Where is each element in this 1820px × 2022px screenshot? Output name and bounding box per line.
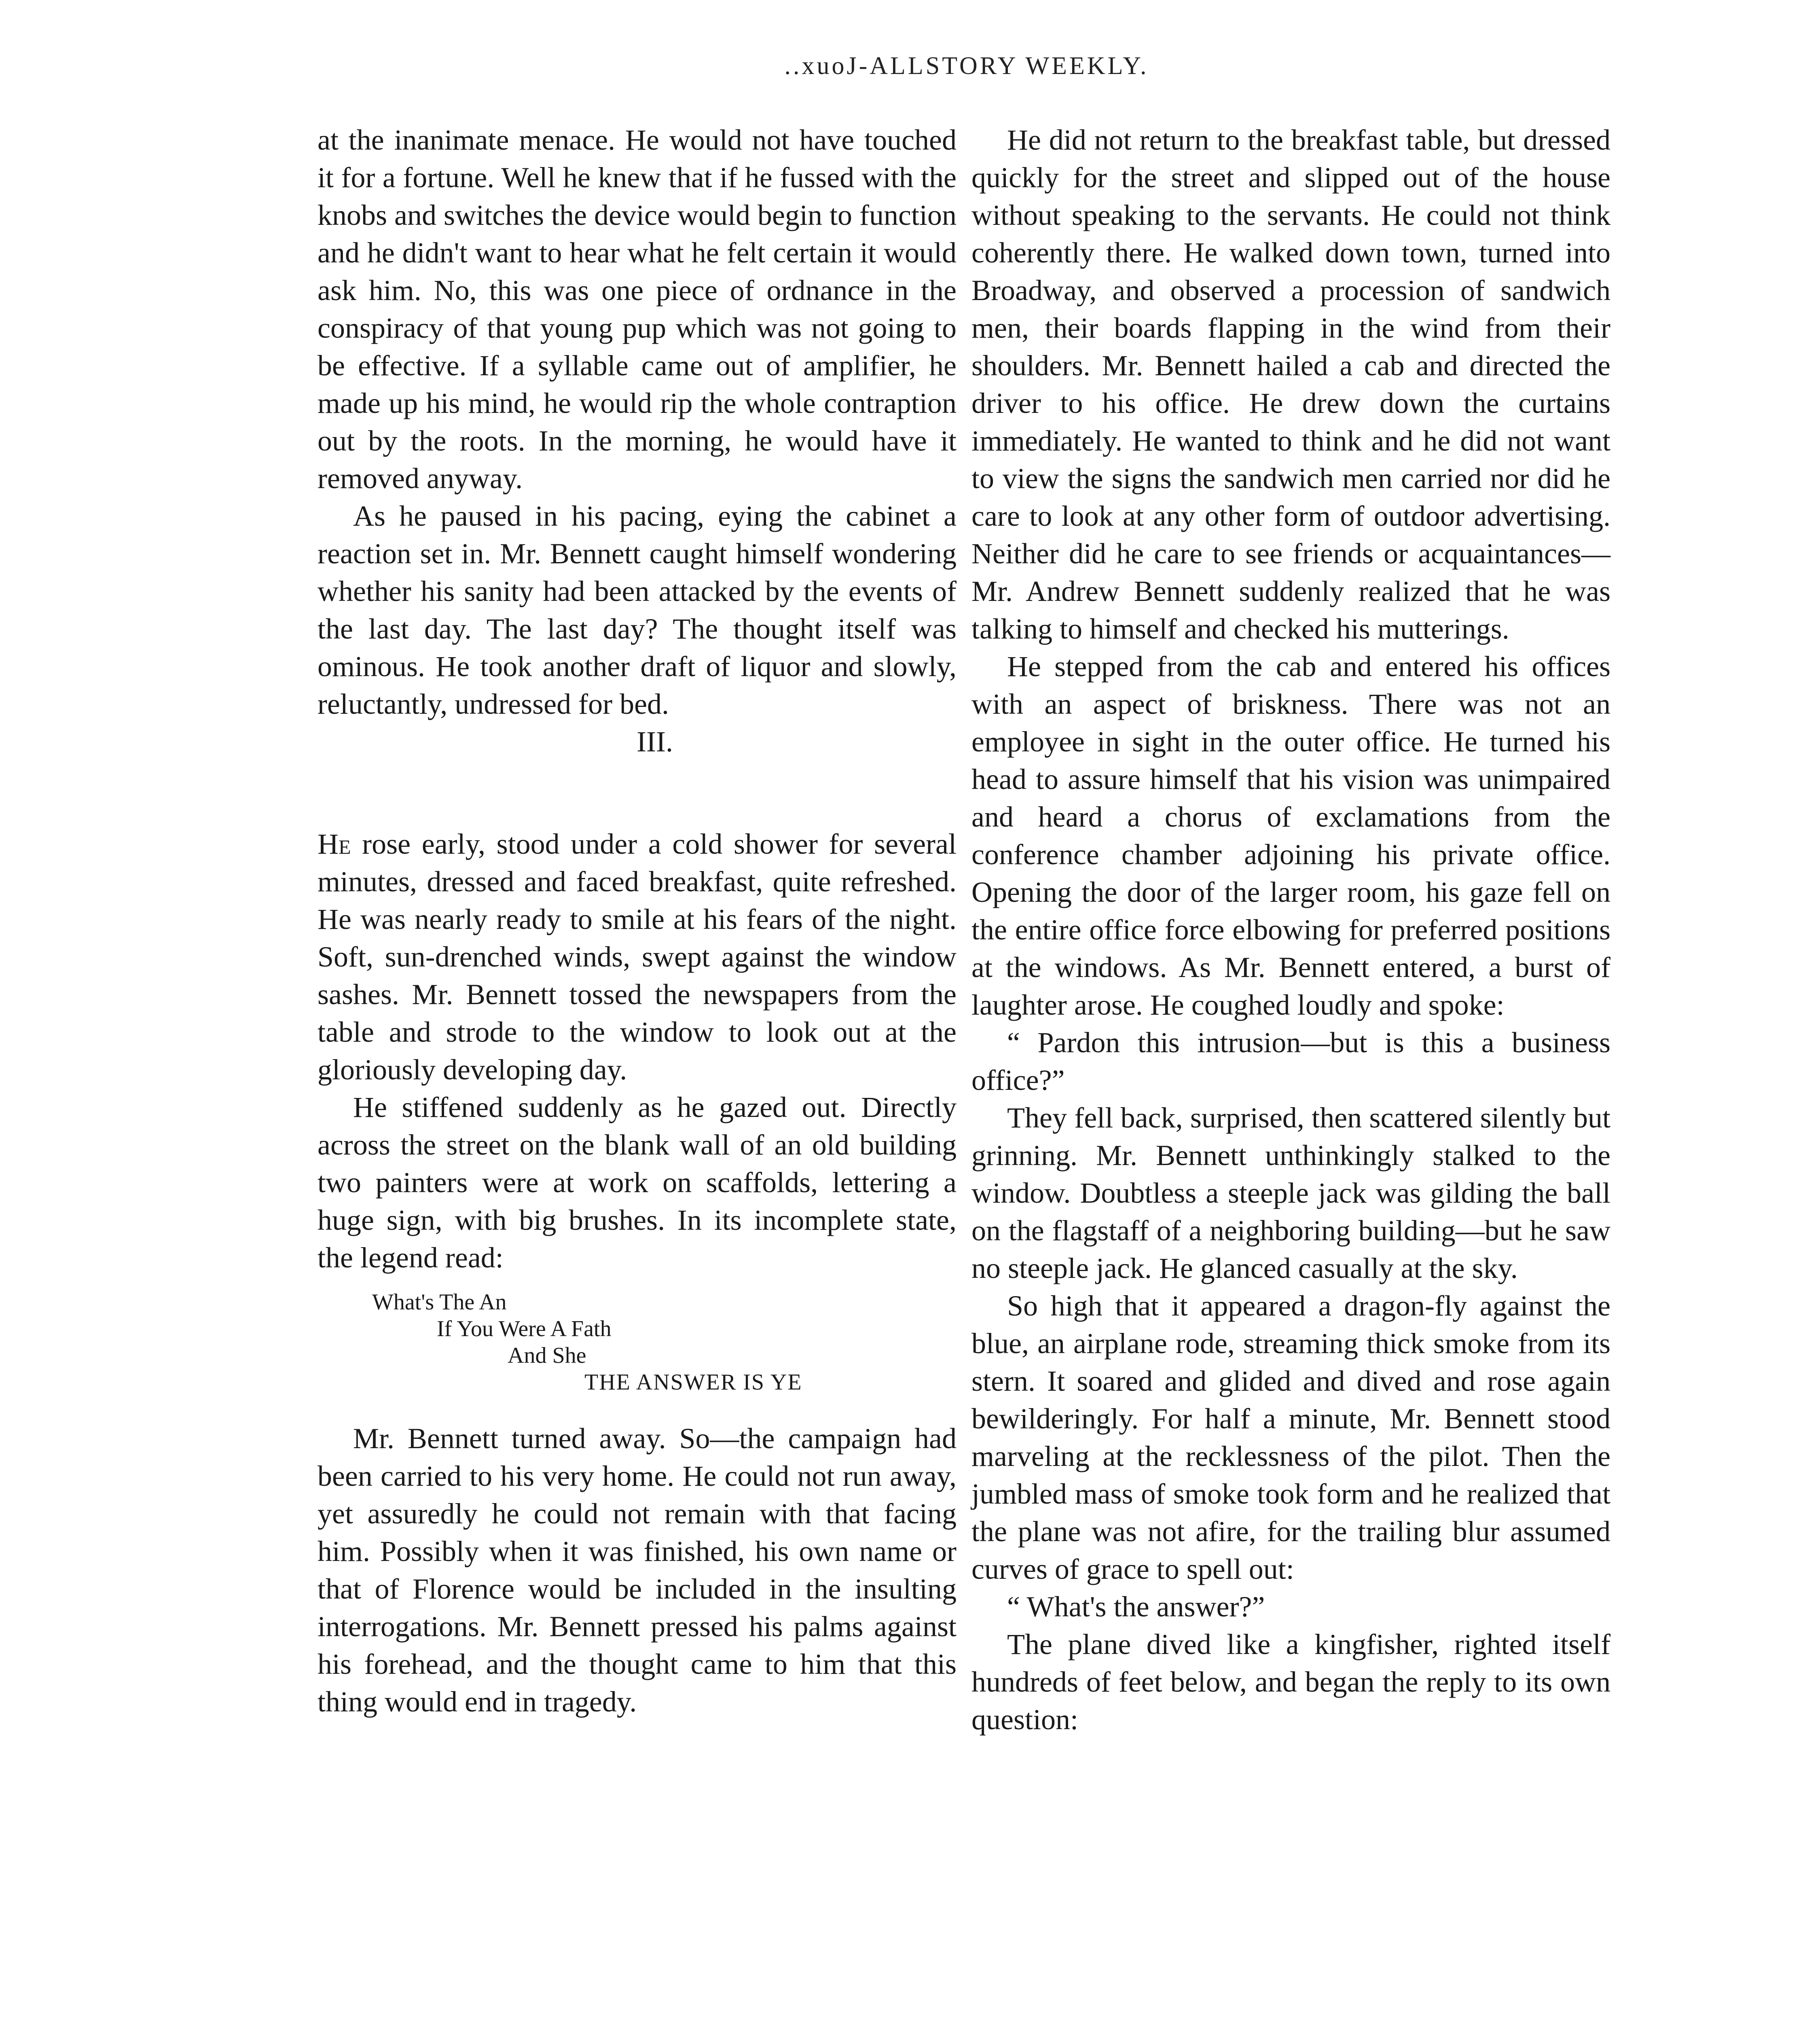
sign-line: If You Were A Fath bbox=[437, 1316, 612, 1341]
paragraph: He stepped from the cab and entered his offices with an aspect of briskness. There was not an employee in sight in the outer office. He turned his head to assure himself that his vision was unimpaired and heard a chorus of exclamations from the conference chamber adjoining his private office. Opening the door of the larger room, his gaze fell on the entire office force elbowing for preferred positions at the windows. As Mr. Bennett entered, a burst of laughter arose. He coughed loudly and spoke: bbox=[971, 650, 1610, 1021]
sign-line: What's The An bbox=[372, 1290, 507, 1315]
paragraph-lead-word: He bbox=[317, 828, 351, 860]
left-column bbox=[317, 121, 957, 1721]
paragraph: He stiffened suddenly as he gazed out. Directly across the street on the blank wall of an old building two painters were at work on scaffolds, lettering a huge sign, with big brushes. In its incomplete state, the legend read: bbox=[317, 1091, 957, 1274]
paragraph: He did not return to the breakfast table, but dressed quickly for the street and slipped out of the house without speaking to the servants. He could not think coherently there. He walked down town, turned into Broadway, and observed a procession of sandwich men, their boards flapping in the wind from their shoulders. Mr. Bennett hailed a cab and directed the driver to his office. He drew down the curtains immediately. He wanted to think and he did not want to view the signs the sandwich men carried nor did he care to look at any other form of outdoor advertising. Neither did he care to see friends or acquaintances—Mr. Andrew Bennett suddenly realized that he was talking to himself and checked his mutterings. bbox=[971, 124, 1610, 645]
paragraph: at the inanimate menace. He would not have touched it for a fortune. Well he knew that if he fussed with the knobs and switches the device would begin to function and he didn't want to hear what he felt certain it would ask him. No, this was one piece of ordnance in the conspiracy of that young pup which was not going to be effective. If a syllable came out of amplifier, he made up his mind, he would rip the whole contraption out by the roots. In the morning, he would have it removed anyway. bbox=[317, 124, 957, 495]
paragraph: They fell back, surprised, then scattered silently but grinning. Mr. Bennett unthinkingly stalked to the window. Doubtless a steeple jack was gilding the ball on the flagstaff of a neighboring building—but he saw no steeple jack. He glanced casually at the sky. bbox=[971, 1102, 1610, 1284]
paragraph-body: rose early, stood under a cold shower for several minutes, dressed and faced breakfast, quite refreshed. He was nearly ready to smile at his fears of the night. Soft, sun-drenched winds, swept against the window sashes. Mr. Bennett tossed the newspapers from the table and strode to the window to look out at the gloriously developing day. bbox=[317, 828, 957, 1086]
paragraph bbox=[317, 825, 957, 1089]
paragraph: “ Pardon this intrusion—but is this a business office?” bbox=[971, 1026, 1610, 1096]
paragraph: As he paused in his pacing, eying the cabinet a reaction set in. Mr. Bennett caught himself wondering whether his sanity had been attacked by the events of the last day. The last day? The thought itself was ominous. He took another draft of liquor and slowly, reluctantly, undressed for bed. bbox=[317, 500, 957, 720]
running-head: ..xuoJ-ALLSTORY WEEKLY. bbox=[784, 52, 1149, 80]
sign-legend bbox=[317, 1289, 957, 1396]
right-column bbox=[971, 121, 1610, 1739]
paragraph: So high that it appeared a dragon-fly against the blue, an airplane rode, streaming thick smoke from its stern. It soared and glided and dived and rose again bewilderingly. For half a minute, Mr. Bennett stood marveling at the recklessness of the pilot. Then the jumbled mass of smoke took form and he realized that the plane was not afire, for the trailing blur assumed curves of grace to spell out: bbox=[971, 1290, 1610, 1585]
section-heading: III. bbox=[637, 725, 673, 758]
paragraph: “ What's the answer?” bbox=[1007, 1591, 1265, 1623]
paragraph: The plane dived like a kingfisher, righted itself hundreds of feet below, and began the reply to its own question: bbox=[971, 1628, 1610, 1736]
sign-line: THE ANSWER IS YE bbox=[584, 1370, 802, 1395]
paragraph: Mr. Bennett turned away. So—the campaign had been carried to his very home. He could not run away, yet assuredly he could not remain with that facing him. Possibly when it was finished, his own name or that of Florence would be included in the insulting interrogations. Mr. Bennett pressed his palms against his forehead, and the thought came to him that this thing would end in tragedy. bbox=[317, 1422, 957, 1718]
sign-line: And She bbox=[508, 1343, 586, 1368]
